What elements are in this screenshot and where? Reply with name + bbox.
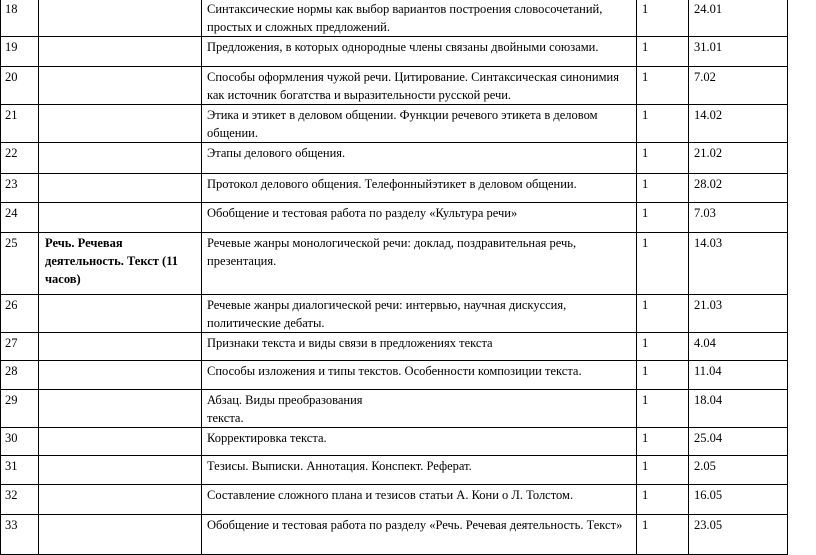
lesson-number: 20	[1, 67, 39, 105]
lesson-hours: 1	[637, 233, 689, 295]
lesson-hours: 1	[637, 361, 689, 390]
lesson-hours: 1	[637, 333, 689, 361]
section-title	[39, 174, 202, 203]
lesson-hours: 1	[637, 428, 689, 456]
lesson-hours: 1	[637, 295, 689, 333]
section-title	[39, 333, 202, 361]
table-row	[1, 233, 788, 295]
section-title	[39, 428, 202, 456]
lesson-topic	[202, 390, 637, 428]
lesson-number: 30	[1, 428, 39, 456]
table-row	[1, 37, 788, 67]
lesson-number: 27	[1, 333, 39, 361]
lesson-date: 7.02	[689, 67, 788, 105]
lesson-topic: Корректировка текста.	[202, 428, 637, 456]
table-row	[1, 456, 788, 485]
lesson-number: 23	[1, 174, 39, 203]
lesson-hours: 1	[637, 485, 689, 515]
lesson-topic: Составление сложного плана и тезисов статьи А. Кони о Л. Толстом.	[202, 485, 637, 515]
section-title	[39, 37, 202, 67]
lesson-topic: Способы изложения и типы текстов. Особенности композиции текста.	[202, 361, 637, 390]
lesson-date: 11.04	[689, 361, 788, 390]
lesson-date: 4.04	[689, 333, 788, 361]
section-title	[39, 390, 202, 428]
lesson-date: 18.04	[689, 390, 788, 428]
lesson-topic: Обобщение и тестовая работа по разделу «Культура речи»	[202, 203, 637, 233]
lesson-date: 14.02	[689, 105, 788, 143]
section-title	[39, 143, 202, 174]
lesson-number: 21	[1, 105, 39, 143]
lesson-number: 32	[1, 485, 39, 515]
section-title: Речь. Речевая деятельность. Текст (11 часов)	[39, 233, 202, 295]
lesson-topic: Тезисы. Выписки. Аннотация. Конспект. Реферат.	[202, 456, 637, 485]
lesson-hours: 1	[637, 37, 689, 67]
lesson-date: 2.05	[689, 456, 788, 485]
lesson-number: 25	[1, 233, 39, 295]
lesson-topic: Этапы делового общения.	[202, 143, 637, 174]
lesson-date: 14.03	[689, 233, 788, 295]
lesson-hours: 1	[637, 0, 689, 37]
table-row	[1, 295, 788, 333]
section-title	[39, 361, 202, 390]
lesson-number: 22	[1, 143, 39, 174]
table-row	[1, 428, 788, 456]
lesson-topic: Синтаксические нормы как выбор вариантов построения словосочетаний, простых и сложных предложений.	[202, 0, 637, 37]
lesson-topic-text: Абзац. Виды преобразования текста.	[207, 393, 363, 425]
lesson-date: 24.01	[689, 0, 788, 37]
table-row	[1, 105, 788, 143]
lesson-topic: Речевые жанры монологической речи: доклад, поздравительная речь, презентация.	[202, 233, 637, 295]
section-title	[39, 515, 202, 555]
table-row	[1, 361, 788, 390]
lesson-number: 26	[1, 295, 39, 333]
lesson-date: 16.05	[689, 485, 788, 515]
lesson-hours: 1	[637, 456, 689, 485]
table-row	[1, 203, 788, 233]
section-title	[39, 295, 202, 333]
lesson-hours: 1	[637, 515, 689, 555]
table-row	[1, 515, 788, 555]
lesson-date: 23.05	[689, 515, 788, 555]
table-row	[1, 174, 788, 203]
lesson-topic: Признаки текста и виды связи в предложениях текста	[202, 333, 637, 361]
section-title	[39, 0, 202, 37]
lesson-date: 28.02	[689, 174, 788, 203]
section-title	[39, 67, 202, 105]
lesson-number: 24	[1, 203, 39, 233]
lesson-hours: 1	[637, 203, 689, 233]
lesson-date: 31.01	[689, 37, 788, 67]
table-row	[1, 143, 788, 174]
lesson-number: 29	[1, 390, 39, 428]
lesson-date: 7.03	[689, 203, 788, 233]
table-row	[1, 333, 788, 361]
lesson-hours: 1	[637, 143, 689, 174]
lesson-hours: 1	[637, 105, 689, 143]
lesson-date: 21.03	[689, 295, 788, 333]
lesson-number: 28	[1, 361, 39, 390]
lesson-topic: Способы оформления чужой речи. Цитирование. Синтаксическая синонимия как источник богатства и выразительности русской речи.	[202, 67, 637, 105]
section-title	[39, 203, 202, 233]
lesson-topic: Протокол делового общения. Телефонныйэтикет в деловом общении.	[202, 174, 637, 203]
table-row	[1, 485, 788, 515]
lesson-number: 18	[1, 0, 39, 37]
lesson-number: 19	[1, 37, 39, 67]
lesson-hours: 1	[637, 390, 689, 428]
lesson-topic: Обобщение и тестовая работа по разделу «Речь. Речевая деятельность. Текст»	[202, 515, 637, 555]
section-title	[39, 485, 202, 515]
table-row	[1, 67, 788, 105]
lesson-hours: 1	[637, 174, 689, 203]
lesson-hours: 1	[637, 67, 689, 105]
lesson-topic: Предложения, в которых однородные члены связаны двойными союзами.	[202, 37, 637, 67]
lesson-number: 31	[1, 456, 39, 485]
section-title	[39, 456, 202, 485]
section-title	[39, 105, 202, 143]
lesson-topic: Речевые жанры диалогической речи: интервью, научная дискуссия, политические дебаты.	[202, 295, 637, 333]
lesson-topic: Этика и этикет в деловом общении. Функции речевого этикета в деловом общении.	[202, 105, 637, 143]
lesson-date: 21.02	[689, 143, 788, 174]
lesson-number: 33	[1, 515, 39, 555]
lesson-date: 25.04	[689, 428, 788, 456]
table-row	[1, 0, 788, 37]
table-row	[1, 390, 788, 428]
